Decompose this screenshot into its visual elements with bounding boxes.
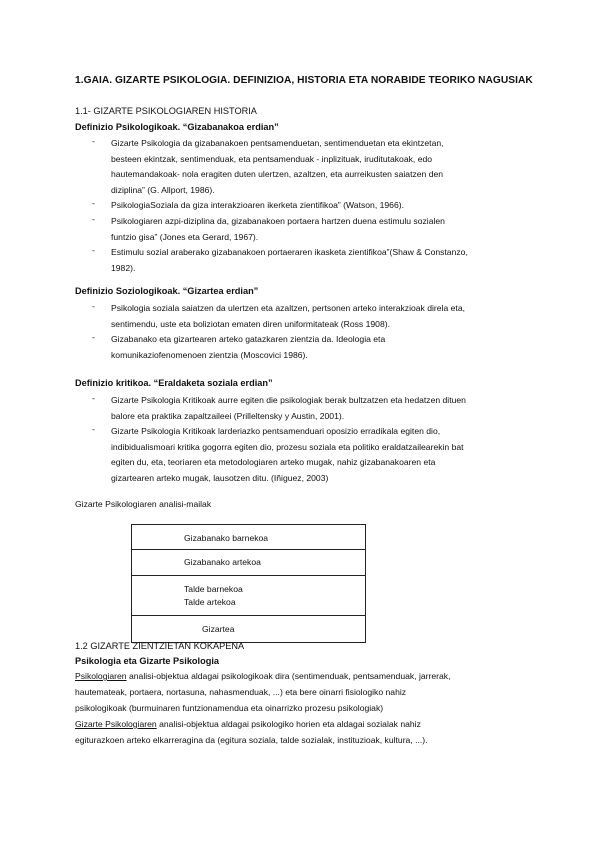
list-item-line: besteen ekintzak, sentimenduak, eta pentsamenduak - inplizituak, iruditutakoak, edo [111, 153, 433, 164]
section-heading-history: 1.1- GIZARTE PSIKOLOGIAREN HISTORIA [75, 106, 257, 116]
term-social-psychology: Gizarte Psikologiaren [75, 719, 157, 729]
list-item-line: Gizarte Psikologia da gizabanakoen pentsamenduetan, sentimenduetan eta ekintzetan, [111, 138, 444, 148]
definition-psychological-heading: Definizio Psikologikoak. “Gizabanakoa erdian” [75, 122, 279, 132]
list-item-line: 1982). [111, 262, 136, 273]
level-group-intra: Talde barnekoa [184, 584, 243, 594]
list-item-line: Gizarte Psikologia Kritikoak aurre egiten die psikologiak berak bultzatzen eta hedatzen dituen [111, 395, 466, 405]
psychology-paragraph-line-2: hautemateak, portaera, nortasuna, nahasmenduak, ...) eta bere oinarri fisiologiko nahiz [75, 687, 407, 697]
bullet-dash: - [92, 214, 95, 224]
table-divider [132, 615, 365, 616]
bullet-dash: - [92, 424, 95, 434]
definition-critical-heading: Definizio kritikoa. “Eraldaketa soziala erdian” [75, 378, 273, 388]
social-psychology-paragraph-line-2: egiturazkoen arteko elkarreragina da (egitura soziala, talde sozialak, instituzioak, kultura, ...). [75, 735, 428, 745]
table-divider [132, 575, 365, 576]
page-title: 1.GAIA. GIZARTE PSIKOLOGIA. DEFINIZIOA, HISTORIA ETA NORABIDE TEORIKO NAGUSIAK [75, 75, 533, 86]
list-item-line: PsikologiaSoziala da giza interakzioaren ikerketa zientifikoa” (Watson, 1966). [111, 200, 404, 210]
table-divider [132, 549, 365, 550]
list-item-line: balore eta praktika zapaltzaileei (Prilleltensky y Austin, 2001). [111, 410, 345, 421]
list-item-line: Gizabanako eta gizartearen arteko gatazkaren zientzia da. Ideologia eta [111, 334, 386, 344]
list-item-line: egiten du, eta, teoriaren eta metodologiaren arteko mugak, nahiz gizabanakoaren eta [111, 457, 436, 468]
psychology-paragraph-line-1: Psikologiaren analisi-objektua aldagai psikologikoak dira (sentimenduak, pentsamenduak, jarrerak, [75, 671, 451, 681]
bullet-dash: - [92, 393, 95, 403]
list-item-line: sentimendu, uste eta boliziotan ematen diren uniformitateak (Ross 1908). [111, 318, 390, 329]
list-item-line: komunikaziofenomenoen zientzia (Moscovici 1986). [111, 349, 308, 360]
list-item-line: diziplina” (G. Allport, 1986). [111, 184, 215, 195]
bullet-dash: - [92, 332, 95, 342]
bullet-dash: - [92, 245, 95, 255]
analysis-levels-heading: Gizarte Psikologiaren analisi-mailak [75, 499, 212, 509]
bullet-dash: - [92, 198, 95, 208]
list-item-line: gizartearen arteko mugak, lausotzen ditu. (Iñiguez, 2003) [111, 472, 329, 483]
bullet-dash: - [92, 136, 95, 146]
list-item-line: Psikologia soziala saiatzen da ulertzen eta azaltzen, pertsonen arteko interakzioak direla eta, [111, 303, 465, 313]
section-heading-placement: 1.2 GIZARTE ZIENTZIETAN KOKAPENA [75, 641, 245, 651]
definition-sociological-heading: Definizio Soziologikoak. “Gizartea erdian” [75, 286, 259, 296]
level-group-inter: Talde artekoa [184, 597, 236, 607]
level-society: Gizartea [202, 624, 235, 634]
list-item-line: funtzio gisa” (Jones eta Gerard, 1967). [111, 231, 259, 242]
subsection-heading: Psikologia eta Gizarte Psikologia [75, 656, 219, 666]
list-item-line: Estimulu sozial araberako gizabanakoen portaeraren ikasketa zientifikoa”(Shaw & Constanzo, [111, 247, 468, 257]
social-psychology-paragraph-line-1: Gizarte Psikologiaren analisi-objektua aldagai psikologiko horien eta aldagai sozialak nahiz [75, 719, 421, 729]
list-item-line: Gizarte Psikologia Kritikoak larderiazko pentsamenduari oposizio erradikala egiten dio, [111, 426, 441, 436]
list-item-line: hautemandakoak- nola eragiten duten ulertzen, azaltzen, eta aurreikusten saiatzen den [111, 169, 444, 180]
list-item-line: Psikologiaren azpi-diziplina da, gizabanakoen portaera hartzen duena estimulu sozialen [111, 216, 445, 226]
level-individual-intra: Gizabanako barnekoa [184, 533, 269, 543]
level-individual-inter: Gizabanako artekoa [184, 557, 261, 567]
list-item-line: indibidualismoari kritika gogorra egiten dio, prozesu soziala eta politiko eraldatzailearekin bat [111, 441, 464, 452]
analysis-levels-table [131, 524, 366, 643]
bullet-dash: - [92, 301, 95, 311]
term-psychology: Psikologiaren [75, 671, 127, 681]
psychology-paragraph-line-3: psikologikoak (burmuinaren funtzionamendua eta oinarrizko prozesu psikologiak) [75, 703, 384, 713]
